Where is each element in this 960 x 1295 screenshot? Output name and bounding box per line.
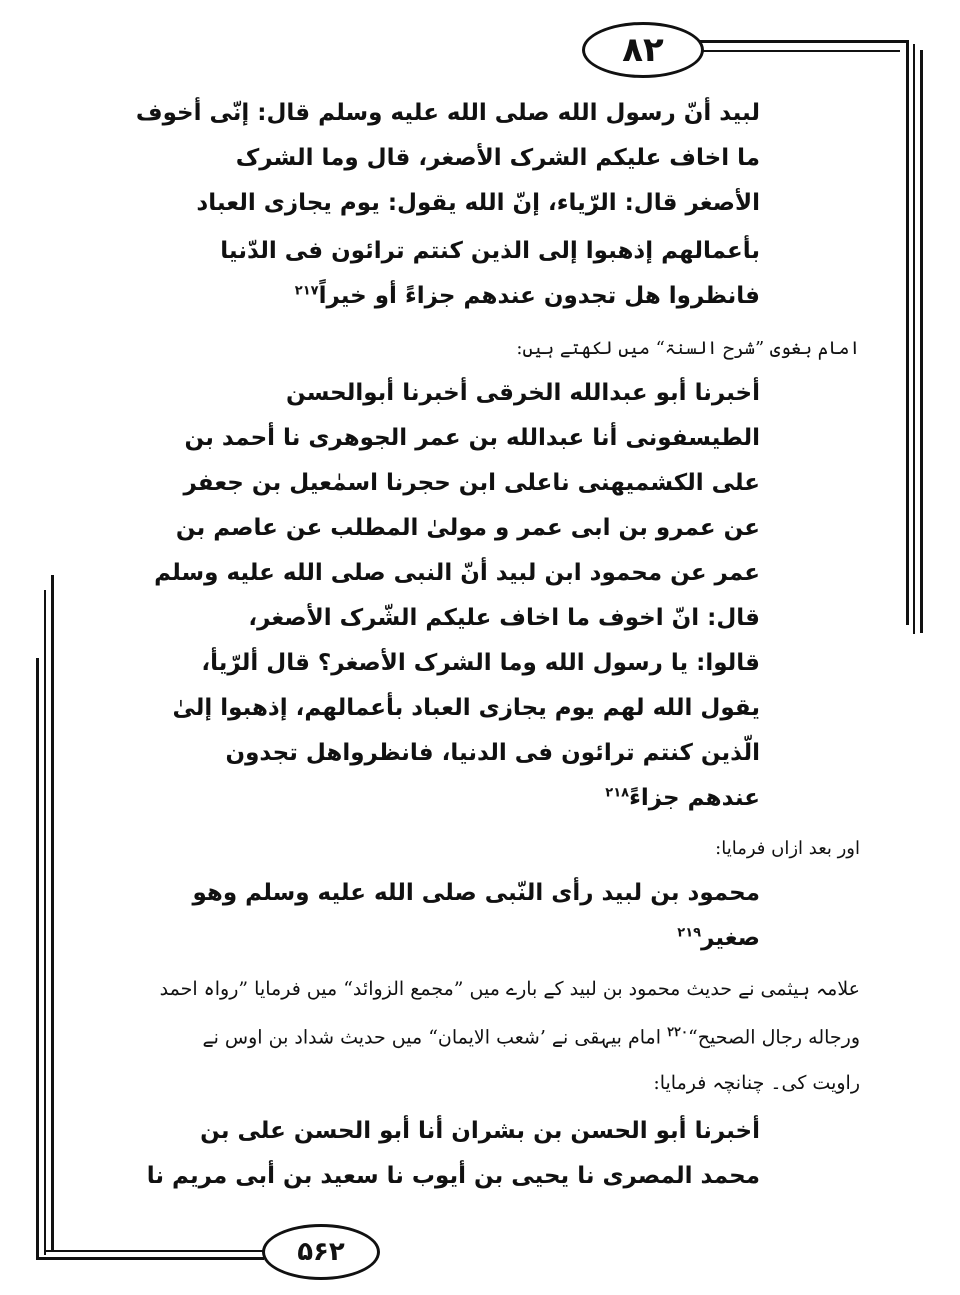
footer-page-number: ۵۶۲	[262, 1224, 380, 1280]
arabic-line: الّذين كنتم ترائون فى الدنيا، فانظرواهل تجدون	[225, 740, 760, 766]
urdu-paragraph-line: علامہ ہیثمی نے حدیث محمود بن لبید کے بارے میں ”مجمع الزوائد“ میں فرمایا ”رواہ احمد	[159, 978, 860, 1000]
arabic-line: أخبرنا أبو الحسن بن بشران أنا أبو الحسن على بن	[200, 1118, 760, 1144]
arabic-line: محمد المصرى نا يحيى بن أيوب نا سعيد بن أبى مريم نا	[146, 1163, 760, 1189]
arabic-line: عمر عن محمود ابن لبيد أنّ النبى صلى الله عليه وسلم	[154, 560, 760, 586]
frame-left-outer	[36, 658, 39, 1260]
urdu-paragraph-line: راویت کی۔ چنانچہ فرمایا:	[653, 1072, 860, 1094]
arabic-line: لبيد أنّ رسول الله صلى الله عليه وسلم قال: إنّى أخوف	[135, 100, 760, 126]
frame-right-inner	[920, 50, 923, 633]
arabic-line: أخبرنا أبو عبدالله الخرقى أخبرنا أبوالحسن	[286, 380, 760, 406]
urdu-intro: امام بغوی ”شرح السنۃ“ میں لکھتے ہیں:	[516, 338, 860, 359]
arabic-line: محمود بن لبيد رأى النّبى صلى الله عليه وسلم وهو	[192, 880, 760, 906]
arabic-line: عن عمرو بن ابى عمر و مولىٰ المطلب عن عاصم بن	[175, 515, 760, 541]
arabic-line: بأعمالهم إذهبوا إلى الذين كنتم ترائون فى الدّنيا	[220, 238, 760, 264]
arabic-text: فانظروا هل تجدون عندهم جزاءً أو خيراً	[318, 283, 760, 309]
header-page-number: ۸۲	[582, 22, 704, 78]
urdu-text: امام بیہقی نے ’شعب الایمان“ میں حدیث شداد بن اوس نے	[202, 1026, 662, 1049]
arabic-line: يقول الله لهم يوم يجازى العباد بأعمالهم، إذهبوا إلىٰ	[172, 695, 760, 721]
frame-left-inner	[51, 575, 54, 1250]
arabic-line-with-footnote	[295, 283, 760, 309]
arabic-line-with-footnote	[677, 925, 760, 951]
footnote-marker: ۲۱۹	[677, 925, 702, 941]
frame-bottom-line	[36, 1257, 264, 1260]
footnote-marker: ۲۱۷	[294, 283, 319, 299]
arabic-text: ورجاله رجال الصحيح“	[688, 1026, 860, 1049]
arabic-line: قالوا: يا رسول الله وما الشرک الأصغر؟ قال ألرّيأ،	[201, 650, 760, 676]
frame-right-mid	[913, 44, 915, 634]
footnote-marker: ۲۱۸	[605, 785, 630, 801]
arabic-line: ما اخاف عليكم الشرک الأصغر، قال وما الشرک	[235, 145, 760, 171]
arabic-line: الطيسفونى أنا عبدالله بن عمر الجوهرى نا أحمد بن	[184, 425, 760, 451]
arabic-text: عندهم جزاءً	[629, 785, 760, 811]
urdu-intro: اور بعد ازاں فرمایا:	[715, 838, 860, 859]
footnote-marker: ۲۲۰	[667, 1025, 689, 1040]
arabic-line-with-footnote	[605, 785, 760, 811]
frame-top-line-inner	[700, 50, 900, 52]
arabic-line: على الكشميهنى ناعلى ابن حجرنا اسمٰعيل بن جعفر	[183, 470, 760, 496]
arabic-line: الأصغر قال: الرّياء، إنّ الله يقول: يوم يجازى العباد	[196, 190, 760, 216]
urdu-paragraph-line	[202, 1025, 860, 1048]
frame-left-mid	[44, 590, 46, 1255]
frame-right-outer	[906, 40, 909, 625]
frame-top-line	[700, 40, 908, 43]
arabic-text: صغير	[701, 925, 760, 951]
arabic-line: قال: انّ اخوف ما اخاف عليكم الشّرک الأصغر،	[248, 605, 760, 631]
frame-bottom-line-inner	[46, 1250, 264, 1252]
